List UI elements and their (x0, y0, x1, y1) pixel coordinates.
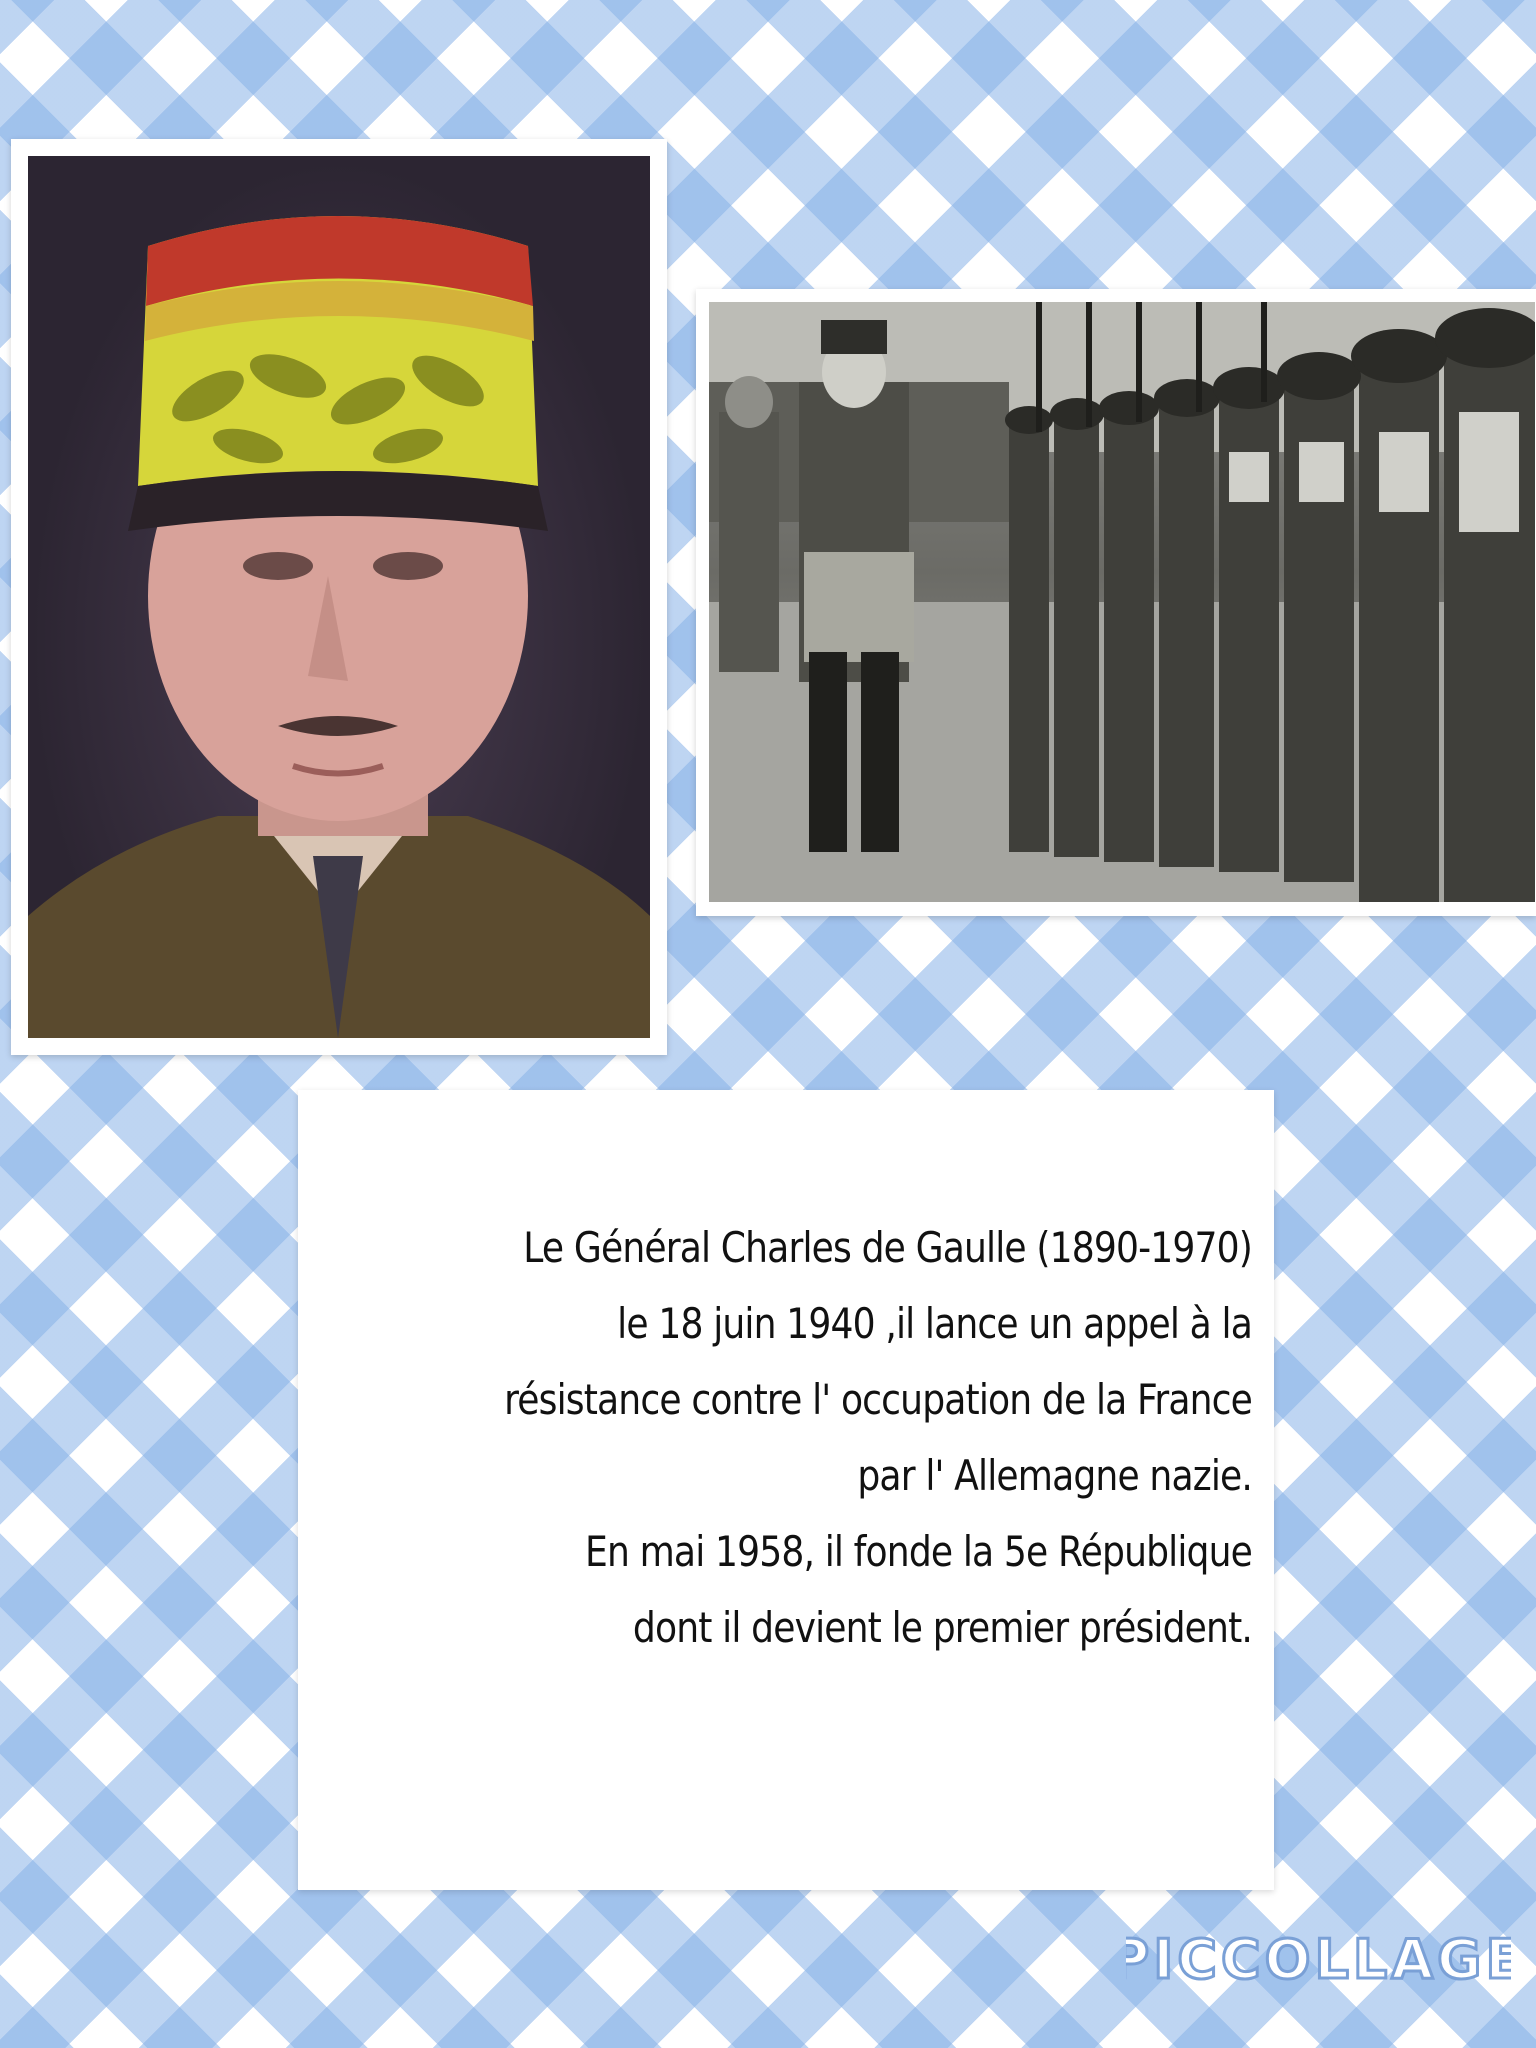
caption-text (426, 1210, 1252, 1666)
caption-card (298, 1090, 1274, 1890)
portrait-photo (28, 156, 650, 1038)
parade-photo (709, 302, 1535, 902)
caption-line: dont il devient le premier président. (632, 1603, 1252, 1652)
caption-line: En mai 1958, il fonde la 5e République (584, 1527, 1252, 1576)
caption-line: Le Général Charles de Gaulle (1890-1970) (523, 1223, 1252, 1272)
parade-photo-icon (709, 302, 1535, 902)
piccollage-watermark (1126, 1922, 1511, 1994)
watermark-text: PICCOLLAGE (1126, 1928, 1511, 1991)
piccollage-logo-icon (1126, 1922, 1511, 1994)
caption-line: résistance contre l' occupation de la France (504, 1375, 1252, 1424)
portrait-photo-frame (11, 139, 667, 1055)
portrait-photo-icon (28, 156, 650, 1038)
caption-line: le 18 juin 1940 ,il lance un appel à la (617, 1299, 1252, 1348)
caption-line: par l' Allemagne nazie. (857, 1451, 1252, 1500)
parade-photo-frame (696, 289, 1536, 916)
